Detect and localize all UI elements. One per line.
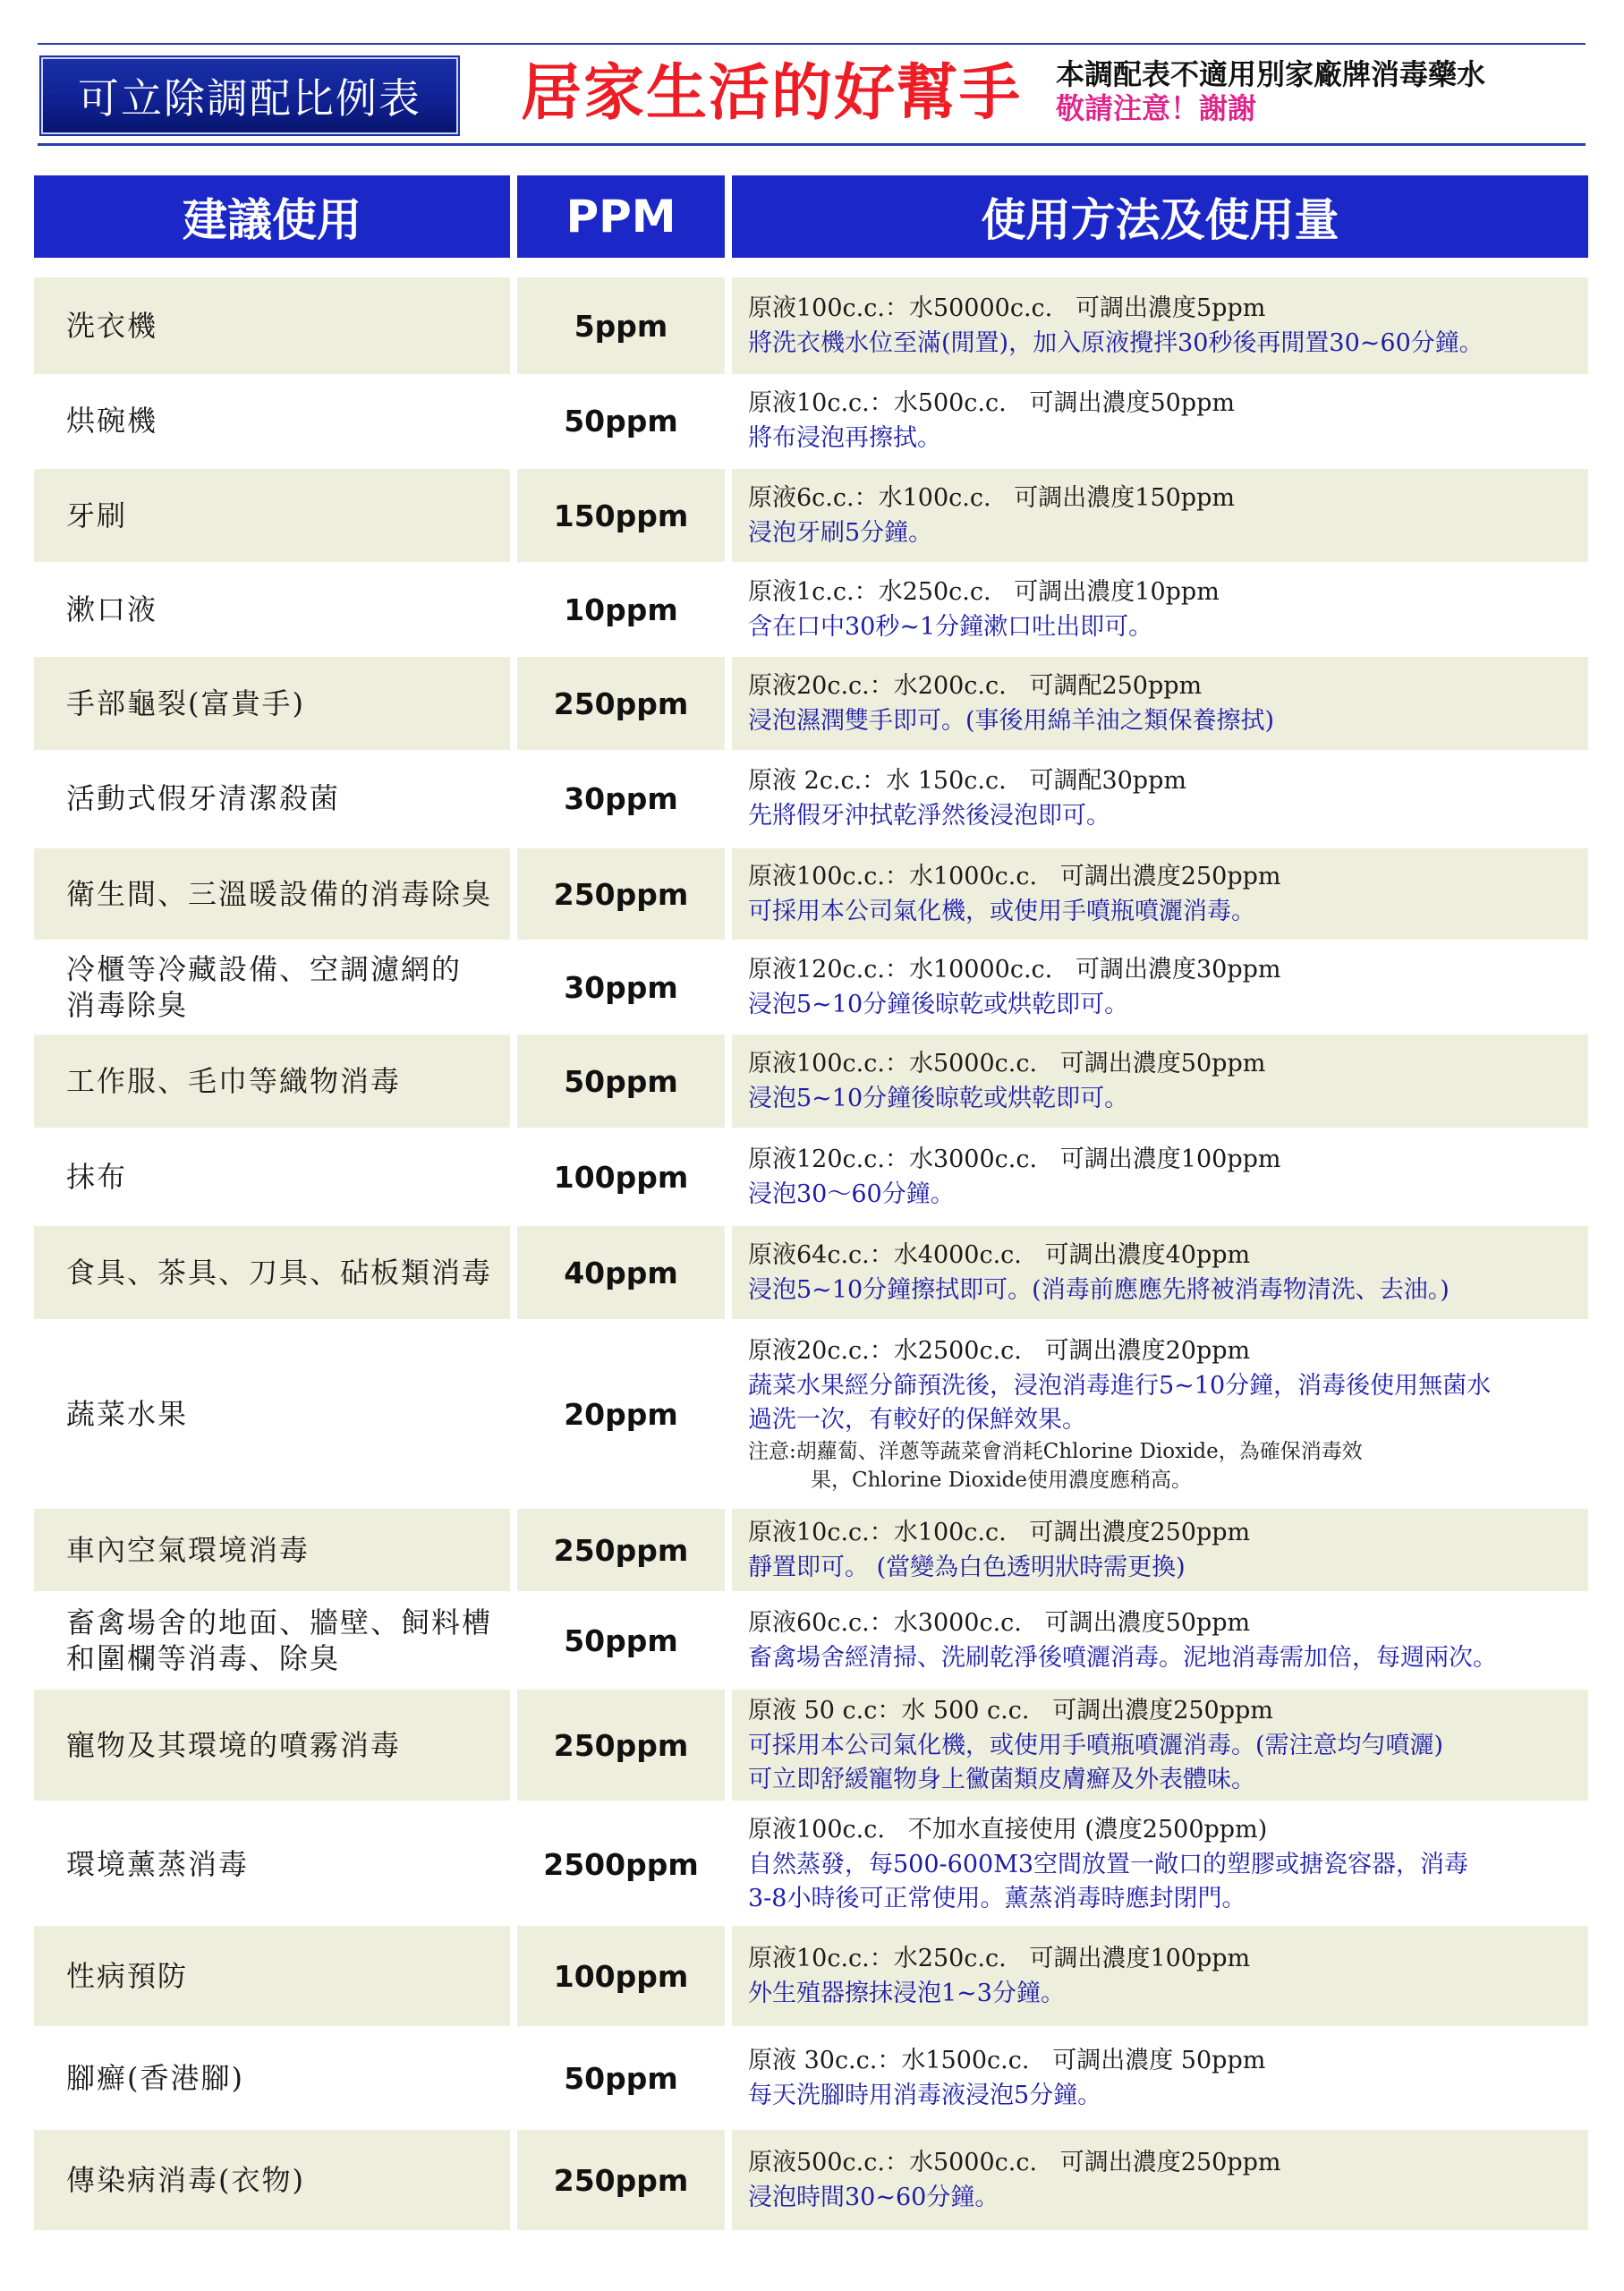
usage-cell [34,469,510,562]
dilution-ratio: 原液100c.c.：水50000c.c. 可調出濃度5ppm [748,294,1266,322]
method-cell [732,2030,1588,2126]
usage-text: 衛生間、三溫暖設備的消毒除臭 [66,877,493,911]
usage-text: 手部龜裂(富貴手) [66,686,305,720]
ppm-cell: 20ppm [564,1396,678,1432]
usage-instruction: 蔬菜水果經分篩預洗後，浸泡消毒進行5~10分鐘，消毒後使用無菌水 [748,1372,1492,1400]
method-cell [732,1323,1588,1505]
method-cell [732,943,1588,1031]
note-text: 果，Chlorine Dioxide使用濃度應稍高。 [811,1469,1193,1492]
dilution-ratio: 原液20c.c.：水200c.c. 可調配250ppm [748,672,1203,700]
usage-instruction: 自然蒸發，每500-600M3空間放置一敞口的塑膠或搪瓷容器，消毒 [748,1851,1469,1878]
usage-cell [34,657,510,750]
header-method: 使用方法及使用量 [732,175,1588,258]
usage-cell [34,752,510,845]
ppm-cell: 50ppm [564,403,678,439]
usage-instruction: 浸泡牙刷5分鐘。 [748,519,933,547]
usage-text: 寵物及其環境的噴霧消毒 [66,1728,402,1762]
table-row [34,2030,1588,2126]
table-row [34,1131,1588,1222]
method-cell [732,1806,1588,1922]
usage-cell [34,1035,510,1128]
usage-cell [34,1323,510,1505]
usage-instruction: 浸泡5~10分鐘後晾乾或烘乾即可。 [748,1085,1129,1112]
dilution-ratio: 原液 2c.c.：水 150c.c. 可調配30ppm [748,767,1186,795]
header-usage: 建議使用 [34,175,510,258]
usage-cell [34,848,510,940]
table-row [34,1035,1588,1128]
usage-instruction: 畜禽場舍經清掃、洗刷乾淨後噴灑消毒。泥地消毒需加倍，每週兩次。 [748,1644,1497,1672]
usage-cell [34,1226,510,1319]
method-cell [732,848,1588,940]
usage-text: 消毒除臭 [66,988,189,1022]
ppm-cell: 50ppm [564,1622,678,1658]
usage-instruction: 可採用本公司氣化機，或使用手噴瓶噴灑消毒。(需注意均勻噴灑) [748,1732,1444,1759]
table-row [34,1806,1588,1922]
ppm-cell: 50ppm [517,1035,725,1128]
ppm-cell: 40ppm [517,1226,725,1319]
slogan: 居家生活的好幫手 [521,58,1023,129]
usage-instruction: 每天洗腳時用消毒液浸泡5分鐘。 [748,2082,1102,2109]
usage-text: 性病預防 [66,1959,189,1993]
ppm-cell: 250ppm [517,848,725,940]
table-row [34,2130,1588,2230]
method-cell [732,752,1588,845]
usage-text: 工作服、毛巾等織物消毒 [66,1064,402,1098]
usage-text: 洗衣機 [66,309,158,343]
ppm-cell: 30ppm [564,780,678,816]
usage-text: 蔬菜水果 [66,1397,189,1431]
table-row [34,1509,1588,1591]
dilution-ratio: 原液60c.c.：水3000c.c. 可調出濃度50ppm [748,1609,1251,1637]
usage-instruction: 先將假牙沖拭乾淨然後浸泡即可。 [748,802,1110,830]
usage-instruction: 含在口中30秒~1分鐘漱口吐出即可。 [748,613,1153,641]
table-row [34,1226,1588,1319]
usage-cell [34,566,510,653]
usage-text: 畜禽場舍的地面、牆壁、飼料槽 [66,1605,493,1639]
usage-instruction: 浸泡5~10分鐘擦拭即可。(消毒前應應先將被消毒物清洗、去油。) [748,1276,1450,1304]
usage-instruction: 3-8小時後可正常使用。薰蒸消毒時應封閉門。 [748,1885,1246,1912]
usage-instruction: 浸泡濕潤雙手即可。(事後用綿羊油之類保養擦拭) [748,707,1275,735]
notice-line-1: 本調配表不適用別家廠牌消毒藥水 [1056,57,1486,91]
usage-instruction: 外生殖器擦抹浸泡1~3分鐘。 [748,1980,1065,2007]
ppm-cell: 10ppm [564,592,678,627]
ppm-cell: 5ppm [517,277,725,374]
header-ppm: PPM [517,175,725,258]
usage-text: 漱口液 [66,592,158,626]
usage-cell [34,376,510,465]
usage-cell [34,1806,510,1922]
usage-instruction: 將洗衣機水位至滿(閒置)，加入原液攪拌30秒後再閒置30~60分鐘。 [748,329,1484,357]
method-cell [732,1595,1588,1686]
ppm-cell: 250ppm [517,1690,725,1801]
usage-text: 車內空氣環境消毒 [66,1533,310,1567]
usage-text: 牙刷 [66,498,128,532]
usage-cell [34,943,510,1031]
dilution-ratio: 原液20c.c.：水2500c.c. 可調出濃度20ppm [748,1337,1251,1365]
usage-cell [34,277,510,374]
notice [1056,57,1485,125]
dilution-ratio: 原液100c.c. 不加水直接使用 (濃度2500ppm) [748,1816,1268,1844]
usage-instruction: 浸泡時間30~60分鐘。 [748,2184,999,2211]
usage-cell [34,1131,510,1222]
ppm-cell: 2500ppm [543,1846,699,1882]
ppm-cell: 100ppm [553,1159,689,1195]
method-cell [732,1035,1588,1128]
dilution-ratio: 原液10c.c.：水250c.c. 可調出濃度100ppm [748,1945,1251,1972]
dilution-ratio: 原液 30c.c.：水1500c.c. 可調出濃度 50ppm [748,2047,1266,2074]
ppm-cell: 50ppm [564,2060,678,2096]
usage-text: 抹布 [66,1160,128,1194]
ppm-cell: 100ppm [517,1926,725,2026]
method-cell [732,1690,1588,1801]
usage-instruction: 浸泡5~10分鐘後晾乾或烘乾即可。 [748,991,1129,1018]
ppm-cell: 30ppm [564,969,678,1005]
method-cell [732,2130,1588,2230]
usage-text: 腳癬(香港腳) [66,2061,244,2095]
usage-cell [34,2130,510,2230]
table-row [34,943,1588,1031]
method-cell [732,566,1588,653]
method-cell [732,469,1588,562]
ppm-cell: 250ppm [517,657,725,750]
ppm-cell: 150ppm [517,469,725,562]
dilution-ratio: 原液1c.c.：水250c.c. 可調出濃度10ppm [748,578,1220,606]
dilution-ratio: 原液500c.c.：水5000c.c. 可調出濃度250ppm [748,2149,1281,2176]
method-cell [732,1509,1588,1591]
usage-text: 冷櫃等冷藏設備、空調濾網的 [66,952,463,986]
method-cell [732,1226,1588,1319]
method-cell [732,657,1588,750]
page-header [38,43,1586,146]
table-row [34,752,1588,845]
usage-text: 和圍欄等消毒、除臭 [66,1641,341,1675]
table-row [34,376,1588,465]
method-cell [732,1926,1588,2026]
page-title: 可立除調配比例表 [41,57,458,134]
dilution-ratio: 原液100c.c.：水5000c.c. 可調出濃度50ppm [748,1050,1266,1077]
dilution-ratio: 原液 50 c.c：水 500 c.c. 可調出濃度250ppm [748,1697,1273,1725]
note-text: 注意:胡蘿蔔、洋蔥等蔬菜會消耗Chlorine Dioxide，為確保消毒效 [748,1440,1363,1463]
usage-instruction: 將布浸泡再擦拭。 [748,424,941,452]
table-row [34,469,1588,562]
table-row [34,1595,1588,1686]
method-cell [732,277,1588,374]
dilution-ratio: 原液100c.c.：水1000c.c. 可調出濃度250ppm [748,863,1281,890]
usage-cell [34,1595,510,1686]
usage-text: 傳染病消毒(衣物) [66,2163,305,2197]
usage-instruction: 過洗一次，有較好的保鮮效果。 [748,1406,1086,1434]
table-row [34,1926,1588,2026]
usage-instruction: 可立即舒緩寵物身上黴菌類皮膚癬及外表體味。 [748,1766,1255,1793]
usage-text: 環境薰蒸消毒 [66,1847,250,1881]
dilution-ratio: 原液120c.c.：水10000c.c. 可調出濃度30ppm [748,956,1281,984]
method-cell [732,376,1588,465]
table-row [34,657,1588,750]
usage-text: 烘碗機 [66,404,158,438]
table-row [34,1690,1588,1801]
usage-cell [34,2030,510,2126]
ppm-cell: 250ppm [517,1509,725,1591]
table-row [34,848,1588,940]
usage-cell [34,1690,510,1801]
table-row [34,1323,1588,1505]
dilution-ratio: 原液10c.c.：水500c.c. 可調出濃度50ppm [748,389,1235,417]
usage-instruction: 浸泡30～60分鐘。 [748,1180,955,1208]
table-row [34,277,1588,374]
usage-cell [34,1509,510,1591]
usage-text: 食具、茶具、刀具、砧板類消毒 [66,1256,493,1290]
usage-instruction: 可採用本公司氣化機，或使用手噴瓶噴灑消毒。 [748,898,1255,925]
dilution-ratio: 原液64c.c.：水4000c.c. 可調出濃度40ppm [748,1241,1251,1269]
method-cell [732,1131,1588,1222]
dilution-ratio: 原液10c.c.：水100c.c. 可調出濃度250ppm [748,1519,1251,1546]
ppm-cell: 250ppm [517,2130,725,2230]
usage-cell [34,1926,510,2026]
dilution-ratio: 原液120c.c.：水3000c.c. 可調出濃度100ppm [748,1146,1281,1173]
usage-text: 活動式假牙清潔殺菌 [66,781,341,815]
table-row [34,566,1588,653]
usage-instruction: 靜置即可。 (當變為白色透明狀時需更換) [748,1554,1186,1581]
notice-line-2: 敬請注意！謝謝 [1056,91,1257,125]
dilution-ratio: 原液6c.c.：水100c.c. 可調出濃度150ppm [748,484,1235,512]
